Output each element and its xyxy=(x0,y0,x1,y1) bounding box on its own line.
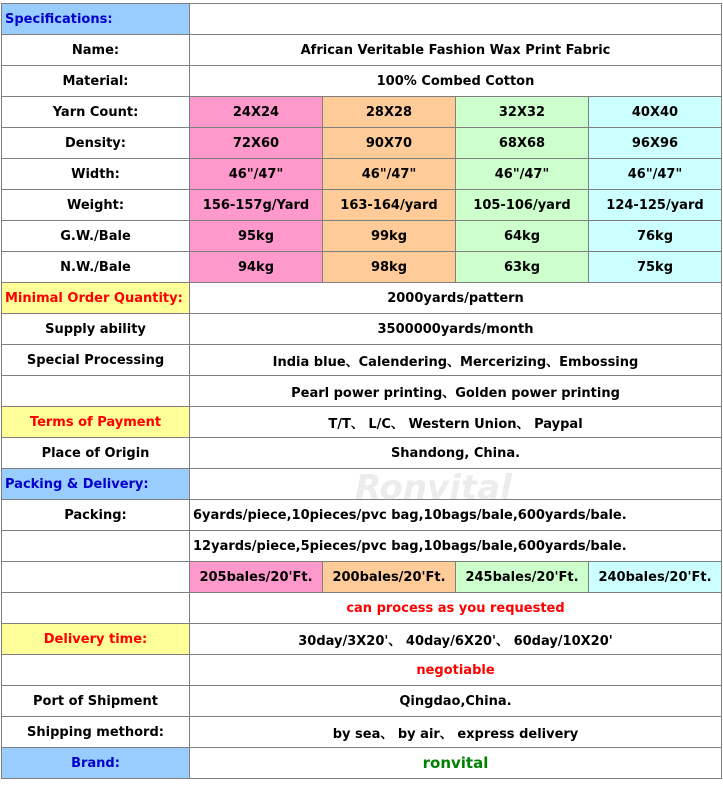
shipping-row xyxy=(2,717,722,748)
origin-row xyxy=(2,438,722,469)
density-value: 90X70 xyxy=(323,128,456,159)
payment-label: Terms of Payment xyxy=(2,407,190,438)
yarn-count-value: 40X40 xyxy=(589,97,722,128)
delivery-label: Delivery time: xyxy=(2,624,190,655)
port-value: Qingdao,China. xyxy=(190,686,722,717)
nw-bale-value: 63kg xyxy=(456,252,589,283)
special-processing-value: India blue、Calendering、Mercerizing、Embossing xyxy=(190,345,722,376)
packing-line-1: 6yards/piece,10pieces/pvc bag,10bags/bale,600yards/bale. xyxy=(190,500,722,531)
empty-cell xyxy=(190,4,722,35)
supply-row xyxy=(2,314,722,345)
supply-value: 3500000yards/month xyxy=(190,314,722,345)
empty-cell xyxy=(2,655,190,686)
moq-value: 2000yards/pattern xyxy=(190,283,722,314)
width-value: 46"/47" xyxy=(456,159,589,190)
nw-bale-value: 94kg xyxy=(190,252,323,283)
special-processing-row-2 xyxy=(2,376,722,407)
empty-cell xyxy=(2,531,190,562)
brand-row xyxy=(2,748,722,779)
port-label: Port of Shipment xyxy=(2,686,190,717)
special-processing-row xyxy=(2,345,722,376)
weight-value: 156-157g/Yard xyxy=(190,190,323,221)
yarn-count-label: Yarn Count: xyxy=(2,97,190,128)
empty-cell xyxy=(2,562,190,593)
brand-value: ronvital xyxy=(190,748,722,779)
nw-bale-row xyxy=(2,252,722,283)
delivery-row xyxy=(2,624,722,655)
material-label: Material: xyxy=(2,66,190,97)
specifications-header: Specifications: xyxy=(2,4,190,35)
weight-row xyxy=(2,190,722,221)
yarn-count-value: 32X32 xyxy=(456,97,589,128)
empty-cell xyxy=(2,593,190,624)
nw-bale-value: 75kg xyxy=(589,252,722,283)
density-value: 96X96 xyxy=(589,128,722,159)
specification-table xyxy=(1,3,722,779)
delivery-note-row xyxy=(2,655,722,686)
bales-value: 200bales/20'Ft. xyxy=(323,562,456,593)
packing-header: Packing & Delivery: xyxy=(2,469,190,500)
name-value: African Veritable Fashion Wax Print Fabric xyxy=(190,35,722,66)
gw-bale-value: 99kg xyxy=(323,221,456,252)
moq-label: Minimal Order Quantity: xyxy=(2,283,190,314)
bales-value: 205bales/20'Ft. xyxy=(190,562,323,593)
origin-label: Place of Origin xyxy=(2,438,190,469)
packing-row-1 xyxy=(2,500,722,531)
nw-bale-value: 98kg xyxy=(323,252,456,283)
weight-value: 105-106/yard xyxy=(456,190,589,221)
moq-row xyxy=(2,283,722,314)
brand-label: Brand: xyxy=(2,748,190,779)
supply-label: Supply ability xyxy=(2,314,190,345)
gw-bale-value: 64kg xyxy=(456,221,589,252)
packing-line-2: 12yards/piece,5pieces/pvc bag,10bags/bale,600yards/bale. xyxy=(190,531,722,562)
gw-bale-row xyxy=(2,221,722,252)
special-processing-label: Special Processing xyxy=(2,345,190,376)
yarn-count-row xyxy=(2,97,722,128)
packing-row-2 xyxy=(2,531,722,562)
density-label: Density: xyxy=(2,128,190,159)
packing-label: Packing: xyxy=(2,500,190,531)
bales-value: 245bales/20'Ft. xyxy=(456,562,589,593)
bales-row xyxy=(2,562,722,593)
port-row xyxy=(2,686,722,717)
bales-value: 240bales/20'Ft. xyxy=(589,562,722,593)
special-processing-value-2: Pearl power printing、Golden power printing xyxy=(190,376,722,407)
weight-label: Weight: xyxy=(2,190,190,221)
nw-bale-label: N.W./Bale xyxy=(2,252,190,283)
yarn-count-value: 28X28 xyxy=(323,97,456,128)
gw-bale-value: 95kg xyxy=(190,221,323,252)
density-row xyxy=(2,128,722,159)
weight-value: 163-164/yard xyxy=(323,190,456,221)
material-value: 100% Combed Cotton xyxy=(190,66,722,97)
packing-note-row xyxy=(2,593,722,624)
payment-value: T/T、 L/C、 Western Union、 Paypal xyxy=(190,407,722,438)
density-value: 72X60 xyxy=(190,128,323,159)
shipping-value: by sea、 by air、 express delivery xyxy=(190,717,722,748)
weight-value: 124-125/yard xyxy=(589,190,722,221)
delivery-note: negotiable xyxy=(190,655,722,686)
width-row xyxy=(2,159,722,190)
width-value: 46"/47" xyxy=(190,159,323,190)
watermark: Ronvital xyxy=(355,468,512,508)
gw-bale-value: 76kg xyxy=(589,221,722,252)
width-label: Width: xyxy=(2,159,190,190)
packing-header-row xyxy=(2,469,722,500)
density-value: 68X68 xyxy=(456,128,589,159)
width-value: 46"/47" xyxy=(589,159,722,190)
empty-cell xyxy=(2,376,190,407)
material-row xyxy=(2,66,722,97)
origin-value: Shandong, China. xyxy=(190,438,722,469)
name-row xyxy=(2,35,722,66)
specifications-header-row xyxy=(2,4,722,35)
width-value: 46"/47" xyxy=(323,159,456,190)
gw-bale-label: G.W./Bale xyxy=(2,221,190,252)
payment-row xyxy=(2,407,722,438)
name-label: Name: xyxy=(2,35,190,66)
packing-note: can process as you requested xyxy=(190,593,722,624)
shipping-label: Shipping methord: xyxy=(2,717,190,748)
empty-cell xyxy=(190,469,722,500)
yarn-count-value: 24X24 xyxy=(190,97,323,128)
delivery-value: 30day/3X20'、 40day/6X20'、 60day/10X20' xyxy=(190,624,722,655)
